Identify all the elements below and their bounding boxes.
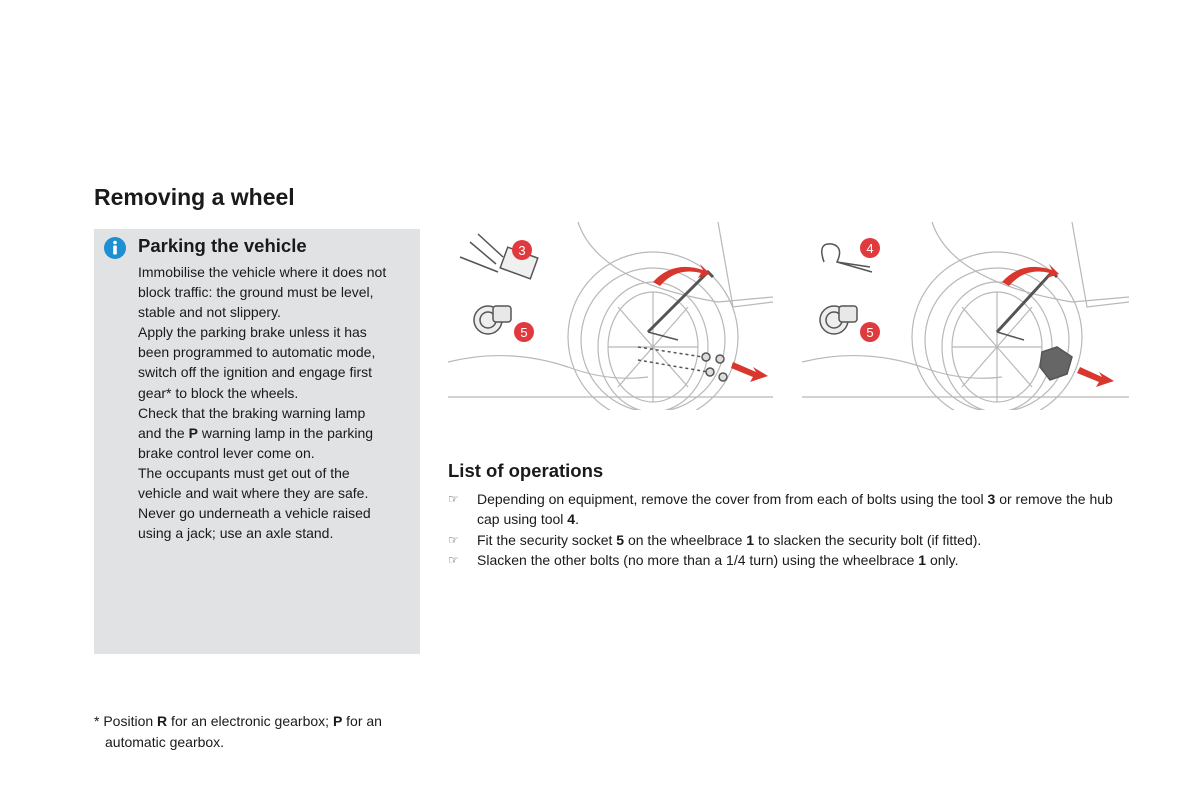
operations-heading: List of operations	[448, 460, 604, 481]
pointing-hand-icon: ☞	[448, 532, 459, 547]
info-box	[94, 229, 420, 654]
wheel-removal-figure-left	[448, 222, 773, 410]
wheel-removal-figure-right	[802, 222, 1129, 410]
list-item: ☞ Depending on equipment, remove the cover from from each of bolts using the tool 3 or remove the hub cap using tool 4.	[448, 491, 1113, 528]
list-item: ☞ Slacken the other bolts (no more than a 1/4 turn) using the wheelbrace 1 only.	[448, 550, 1138, 570]
figure-label-3: 3	[518, 243, 526, 258]
footnote: * Position R for an electronic gearbox; P for an automatic gearbox.	[94, 713, 382, 750]
info-heading: Parking the vehicle	[138, 235, 307, 256]
operations-list	[448, 489, 1138, 570]
list-item: ☞ Fit the security socket 5 on the wheelbrace 1 to slacken the security bolt (if fitted).	[448, 530, 1138, 550]
info-icon	[104, 237, 126, 259]
page-title: Removing a wheel	[94, 184, 295, 210]
pointing-hand-icon: ☞	[448, 492, 459, 506]
figure-label-5: 5	[520, 325, 528, 340]
pointing-hand-icon: ☞	[448, 552, 459, 567]
figure-label-5b: 5	[866, 325, 874, 340]
info-text: Immobilise the vehicle where it does not block traffic: the ground must be level, stable and not slippery. Apply the parking brake unless it has been programmed to automatic mode, switch off the ignition and engage first gear* to block the wheels. Check that the braking warning lamp and the P warning lamp in the parking brake control lever come on. The occupants must get out of the vehicle and wait where they are safe. Never go underneath a vehicle raised using a jack; use an axle stand.	[138, 264, 387, 542]
figure-label-4: 4	[866, 241, 874, 256]
